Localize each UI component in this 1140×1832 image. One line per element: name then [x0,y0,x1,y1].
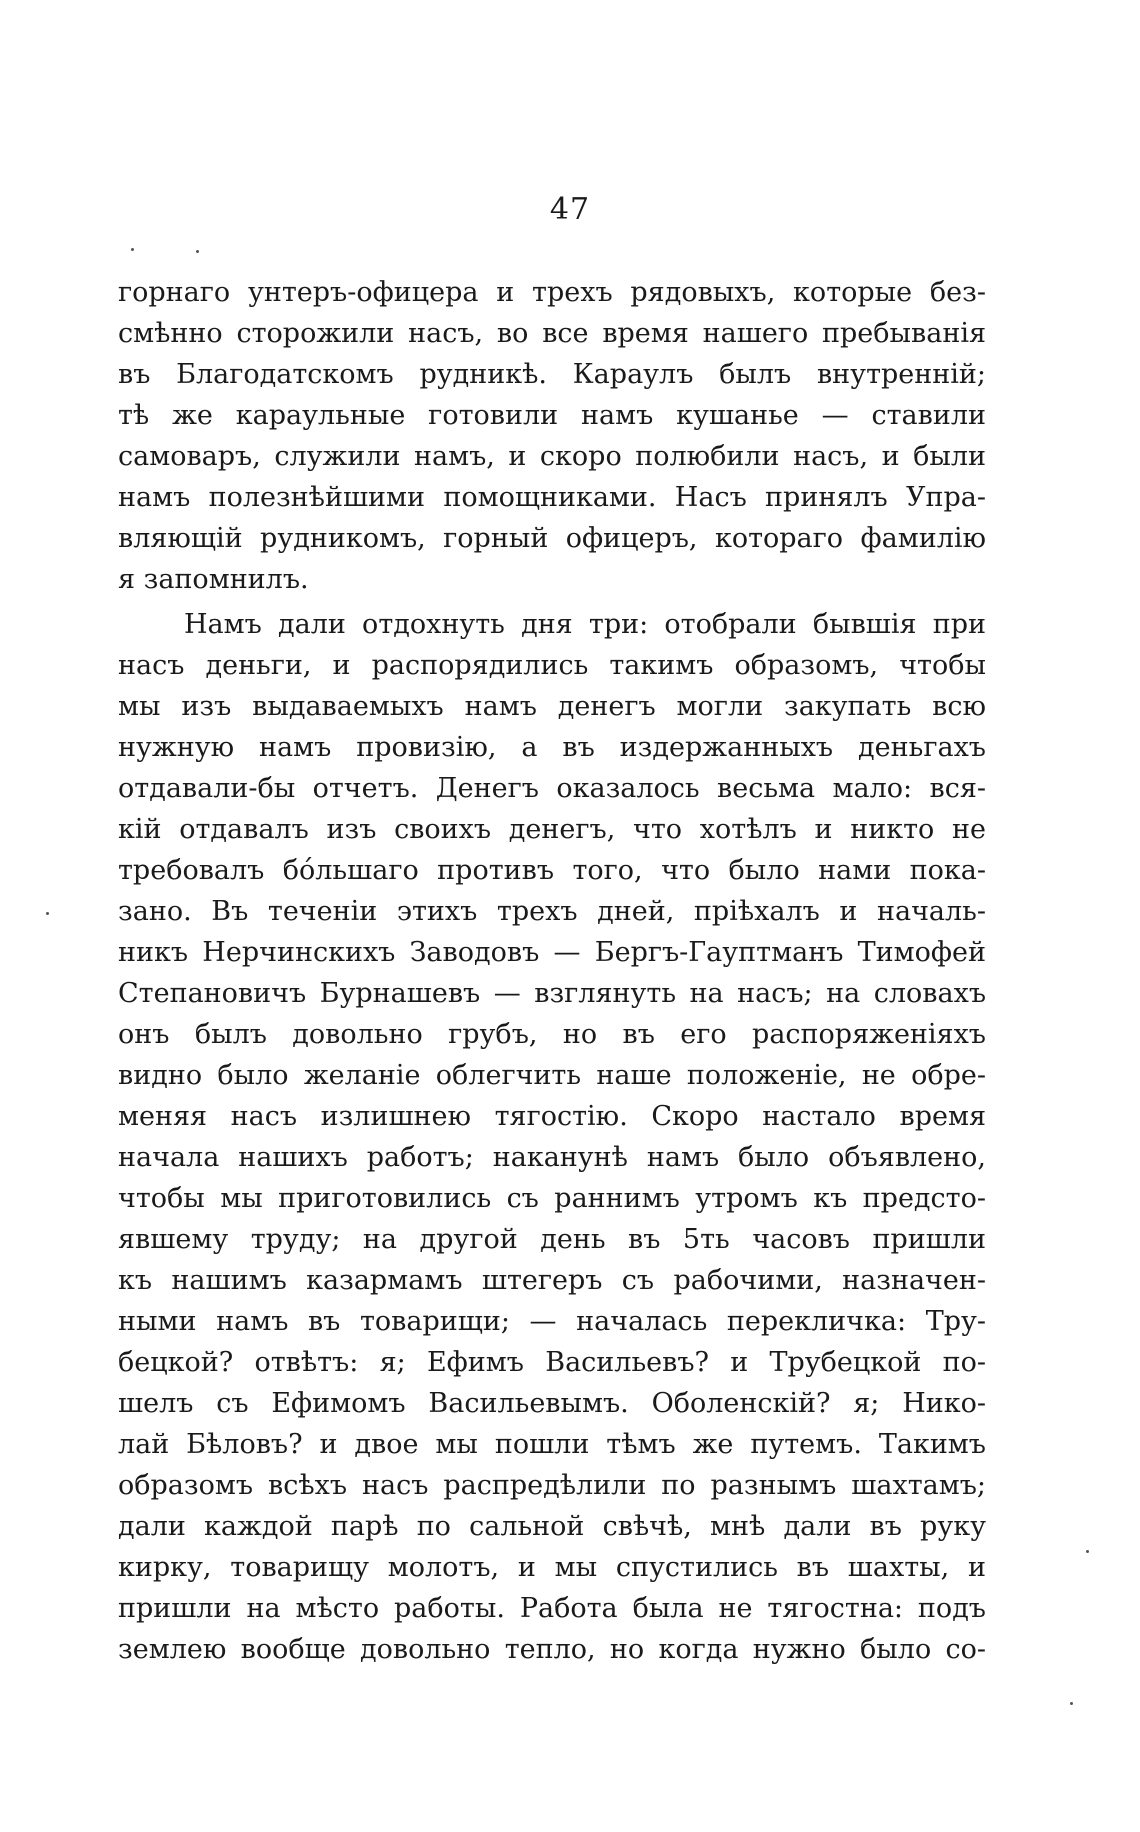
text-line: самоваръ, служили намъ, и скоро полюбили насъ, и были [118,441,986,472]
text-line: въ Благодатскомъ рудникѣ. Караулъ былъ внутренній; [118,359,986,390]
body-text [118,272,986,1670]
paragraph [118,272,986,600]
text-line: онъ былъ довольно грубъ, но въ его распоряженіяхъ [118,1019,986,1050]
text-line: вляющій рудникомъ, горный офицеръ, котораго фамилію [118,523,986,554]
text-line: горнаго унтеръ-офицера и трехъ рядовыхъ, которые без- [118,277,986,308]
text-line: смѣнно сторожили насъ, во все время нашего пребыванія [118,318,986,349]
text-line: тѣ же караульные готовили намъ кушанье — ставили [118,400,986,431]
text-line: меняя насъ излишнею тягостію. Скоро настало время [118,1101,986,1132]
scan-speck [1086,1550,1089,1553]
text-line: я запомнилъ. [118,564,309,595]
text-line: видно было желаніе облегчить наше положеніе, не обре- [118,1060,986,1091]
text-line: нужную намъ провизію, а въ издержанныхъ деньгахъ [118,732,986,763]
text-line: кирку, товарищу молотъ, и мы спустились въ шахты, и [118,1552,986,1583]
text-line: землею вообще довольно тепло, но когда нужно было со- [118,1634,986,1665]
text-line: чтобы мы приготовились съ раннимъ утромъ къ предсто- [118,1183,986,1214]
text-line: намъ полезнѣйшими помощниками. Насъ принялъ Упра- [118,482,986,513]
text-line: Степановичъ Бурнашевъ — взглянуть на насъ; на словахъ [118,978,986,1009]
text-line: дали каждой парѣ по сальной свѣчѣ, мнѣ дали въ руку [118,1511,986,1542]
scan-speck [1070,1702,1073,1705]
text-line: пришли на мѣсто работы. Работа была не тягостна: подъ [118,1593,986,1624]
text-line: кій отдавалъ изъ своихъ денегъ, что хотѣлъ и никто не [118,814,986,845]
text-line: ными намъ въ товарищи; — началась перекличка: Тру- [118,1306,986,1337]
text-line: мы изъ выдаваемыхъ намъ денегъ могли закупать всю [118,691,986,722]
text-line: лай Бѣловъ? и двое мы пошли тѣмъ же путемъ. Такимъ [118,1429,986,1460]
text-line: насъ деньги, и распорядились такимъ образомъ, чтобы [118,650,986,681]
text-line: отдавали-бы отчетъ. Денегъ оказалось весьма мало: вся- [118,773,986,804]
page-number: 47 [549,192,591,227]
text-line: къ нашимъ казармамъ штегеръ съ рабочими, назначен- [118,1265,986,1296]
text-line: явшему труду; на другой день въ 5ть часовъ пришли [118,1224,986,1255]
text-line: зано. Въ теченіи этихъ трехъ дней, пріѣхалъ и началь- [118,896,986,927]
text-line: образомъ всѣхъ насъ распредѣлили по разнымъ шахтамъ; [118,1470,986,1501]
text-line: начала нашихъ работъ; наканунѣ намъ было объявлено, [118,1142,986,1173]
scan-speck [46,912,49,915]
text-line: шелъ съ Ефимомъ Васильевымъ. Оболенскій? я; Нико- [118,1388,986,1419]
text-line: Намъ дали отдохнуть дня три: отобрали бывшія при [184,609,986,640]
text-line: требовалъ бо́льшаго противъ того, что было нами пока- [118,855,986,886]
scan-speck [131,248,134,251]
paragraph [118,604,986,1670]
scan-speck [196,250,199,253]
text-line: никъ Нерчинскихъ Заводовъ — Бергъ-Гауптманъ Тимофей [118,937,986,968]
text-line: бецкой? отвѣтъ: я; Ефимъ Васильевъ? и Трубецкой по- [118,1347,986,1378]
